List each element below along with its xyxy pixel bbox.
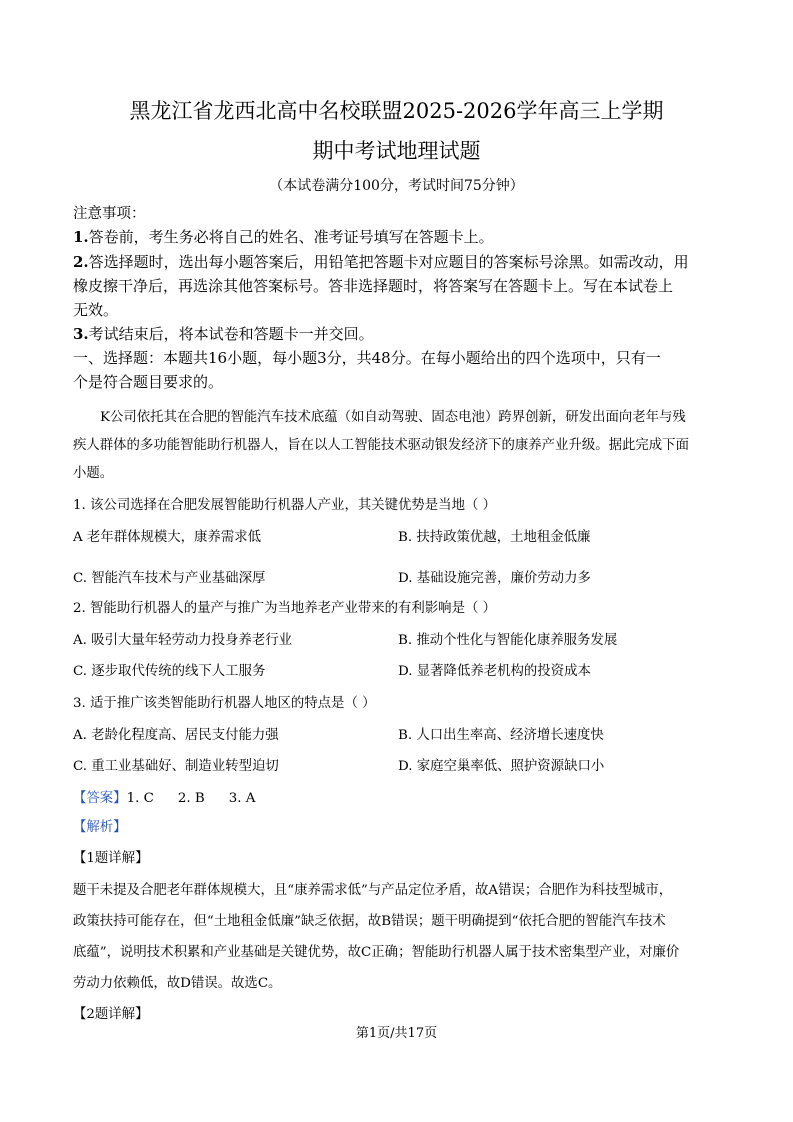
detail-1-label: 【1题详解】 [73, 851, 149, 866]
section-heading-line-a: 一、选择题：本题共16小题，每小题3分，共48分。在每小题给出的四个选项中，只有一 [73, 349, 661, 367]
answer-1: 1. C [126, 791, 154, 806]
detail-2-label: 【2题详解】 [73, 1007, 149, 1022]
question-3-stem: 3. 适于推广该类智能助行机器人地区的特点是（ ） [73, 696, 376, 711]
exam-subtitle: （本试卷满分100分，考试时间75分钟） [269, 178, 524, 194]
q1-option-c: C. 智能汽车技术与产业基础深厚 [73, 571, 266, 586]
note-2-line-c: 无效。 [73, 301, 119, 319]
q1-option-b: B. 扶持政策优越，土地租金低廉 [398, 530, 591, 545]
detail-1-line-d: 劳动力依赖低，故D错误。故选C。 [73, 976, 282, 991]
page-footer: 第1页/共17页 [355, 1026, 438, 1041]
note-1: 1.答卷前，考生务必将自己的姓名、准考证号填写在答题卡上。 [73, 228, 494, 246]
detail-1-line-b: 政策扶持可能存在，但“土地租金低廉”缺乏依据，故B错误；题干明确提到“依托合肥的智能汽车技术 [73, 914, 666, 929]
section-heading-line-b: 个是符合题目要求的。 [73, 373, 224, 391]
note-2-line-a: 2.答选择题时，选出每小题答案后，用铅笔把答题卡对应题目的答案标号涂黑。如需改动，用 [73, 253, 689, 271]
material-line-c: 小题。 [73, 466, 114, 481]
question-1-stem: 1. 该公司选择在合肥发展智能助行机器人产业，其关键优势是当地（ ） [73, 498, 497, 513]
answer-label: 【答案】 [73, 791, 127, 806]
q2-option-c: C. 逐步取代传统的线下人工服务 [73, 664, 266, 679]
notes-heading: 注意事项： [73, 206, 146, 222]
q3-option-c: C. 重工业基础好、制造业转型迫切 [73, 759, 279, 774]
note-2-line-b: 橡皮擦干净后，再选涂其他答案标号。答非选择题时，将答案写在答题卡上。写在本试卷上 [73, 277, 674, 295]
note-3: 3.考试结束后，将本试卷和答题卡一并交回。 [73, 325, 374, 343]
material-line-b: 疾人群体的多功能智能助行机器人，旨在以人工智能技术驱动银发经济下的康养产业升级。据此完成下面 [73, 438, 689, 453]
q2-option-b: B. 推动个性化与智能化康养服务发展 [398, 633, 618, 648]
q3-option-b: B. 人口出生率高、经济增长速度快 [398, 728, 604, 743]
answer-row [73, 789, 255, 809]
exam-title-line1: 黑龙江省龙西北高中名校联盟2025-2026学年高三上学期 [129, 99, 664, 123]
answer-2: 2. B [177, 791, 205, 806]
q1-option-a: A 老年群体规模大，康养需求低 [73, 530, 262, 545]
answer-3: 3. A [228, 791, 256, 806]
q3-option-d: D. 家庭空巢率低、照护资源缺口小 [398, 759, 605, 774]
exam-title-line2: 期中考试地理试题 [312, 139, 481, 163]
q2-option-a: A. 吸引大量年轻劳动力投身养老行业 [73, 633, 293, 648]
detail-1-line-c: 底蕴”，说明技术积累和产业基础是关键优势，故C正确；智能助行机器人属于技术密集型产业，对廉价 [73, 945, 680, 960]
q3-option-a: A. 老龄化程度高、居民支付能力强 [73, 728, 279, 743]
analysis-label: 【解析】 [73, 820, 127, 835]
q1-option-d: D. 基础设施完善，廉价劳动力多 [398, 571, 591, 586]
detail-1-line-a: 题干未提及合肥老年群体规模大，且“康养需求低”与产品定位矛盾，故A错误；合肥作为科技型城市， [73, 883, 673, 898]
q2-option-d: D. 显著降低养老机构的投资成本 [398, 664, 591, 679]
question-2-stem: 2. 智能助行机器人的量产与推广为当地养老产业带来的有利影响是（ ） [73, 601, 497, 616]
material-line-a: K公司依托其在合肥的智能汽车技术底蕴（如自动驾驶、固态电池）跨界创新，研发出面向老年与残 [100, 410, 686, 425]
